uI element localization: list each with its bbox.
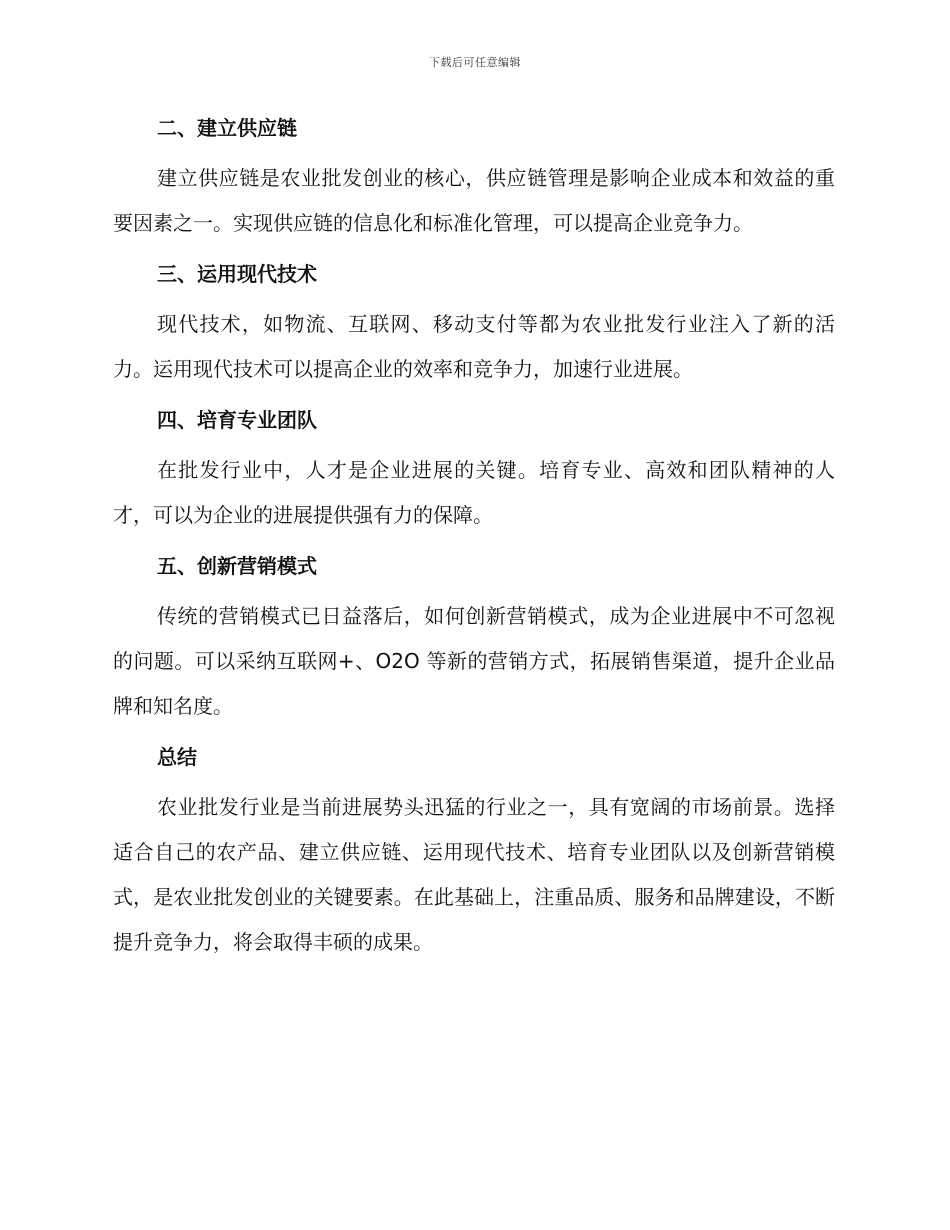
section-paragraph: 传统的营销模式已日益落后，如何创新营销模式，成为企业进展中不可忽视的问题。可以采纳互联网+、O2O 等新的营销方式，拓展销售渠道，提升企业品牌和知名度。 <box>113 604 835 718</box>
section-summary <box>113 741 835 965</box>
section-heading: 五、创新营销模式 <box>157 554 317 578</box>
document-body <box>113 112 835 977</box>
section-heading: 三、运用现代技术 <box>157 262 317 286</box>
section-heading: 四、培育专业团队 <box>157 408 317 432</box>
section-supply-chain <box>113 112 835 246</box>
section-paragraph: 现代技术，如物流、互联网、移动支付等都为农业批发行业注入了新的活力。运用现代技术可以提高企业的效率和竞争力，加速行业进展。 <box>113 312 835 381</box>
page-header: 下载后可任意编辑 <box>429 56 521 69</box>
section-paragraph: 在批发行业中，人才是企业进展的关键。培育专业、高效和团队精神的人才，可以为企业的进展提供强有力的保障。 <box>113 458 835 527</box>
section-heading: 二、建立供应链 <box>157 116 297 140</box>
section-marketing <box>113 550 835 729</box>
section-team <box>113 404 835 538</box>
section-modern-tech <box>113 258 835 392</box>
section-paragraph: 农业批发行业是当前进展势头迅猛的行业之一，具有宽阔的市场前景。选择适合自己的农产品、建立供应链、运用现代技术、培育专业团队以及创新营销模式，是农业批发创业的关键要素。在此基础上，注重品质、服务和品牌建设，不断提升竞争力，将会取得丰硕的成果。 <box>113 795 835 954</box>
section-heading: 总结 <box>157 745 197 769</box>
section-paragraph: 建立供应链是农业批发创业的核心，供应链管理是影响企业成本和效益的重要因素之一。实现供应链的信息化和标准化管理，可以提高企业竞争力。 <box>113 166 835 235</box>
